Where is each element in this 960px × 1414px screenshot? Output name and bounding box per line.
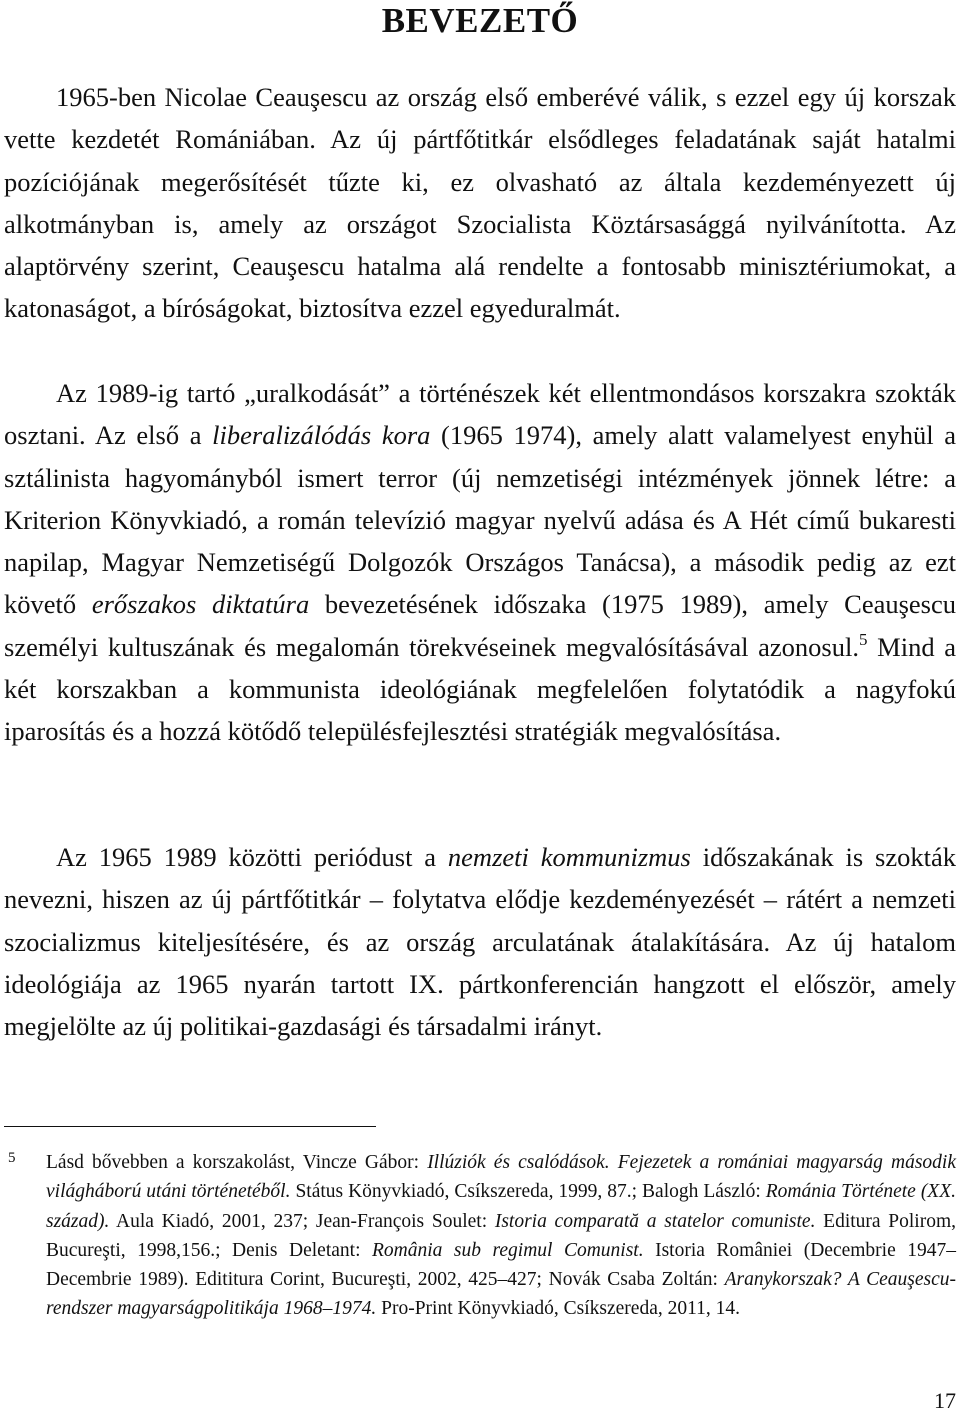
paragraph-1-text: 1965-ben Nicolae Ceauşescu az ország első emberévé válik, s ezzel egy új korszak vette kezdetét Romániában. Az új pártfőtitkár elsődleges feladatának saját hatalmi pozíciójának megerősítését tűzte ki, ez olvasható az általa kezdeményezett új alkotmányban is, amely az országot Szocialista Köztársasággá nyilvánította. Az alaptörvény szerint, Ceauşescu hatalma alá rendelte a fontosabb minisztériumokat, a katonaságot, a bíróságokat, biztosítva ezzel egyeduralmát. <box>4 82 956 324</box>
footnote-title-1: Illúziók és csalódások. Fejezetek a romániai magyarság második világháború utáni történetéből. <box>46 1152 956 1203</box>
page-number: 17 <box>934 1388 956 1413</box>
paragraph-2-text-d: Mind a két korszakban a kommunista ideológiának megfelelően folytatódik a nagyfokú iparosítás és a hozzá kötődő településfejlesztési stratégiák megvalósítása. <box>4 631 956 747</box>
paragraph-2-text-b: (1965 1974), amely alatt valamelyest enyhül a sztálinista hagyományból ismert terror (új nemzetiségi intézmények jönnek létre: a Kriterion Könyvkiadó, a román televízió magyar nyelvű adása és A Hét című bukaresti napilap, Magyar Nemzetiségű Dolgozók Országos Tanácsa), a második pedig az ezt követő <box>4 420 956 620</box>
footnote-text-a: Lásd bővebben a korszakolást, Vincze Gábor: <box>46 1152 428 1173</box>
footnote-reference[interactable]: 5 <box>858 629 868 649</box>
footnote-mark: 5 <box>8 1150 16 1166</box>
paragraph-2-emphasis-liberalization: liberalizálódás kora <box>212 420 431 451</box>
paragraph-3-text-a: Az 1965 1989 közötti periódust a <box>56 842 448 872</box>
footnote-separator <box>4 1126 376 1127</box>
footnote-title-4: România sub regimul Comunist. <box>372 1239 644 1261</box>
footnote-text-c: Aula Kiadó, 2001, 237; Jean-François Soulet: <box>109 1210 495 1232</box>
paragraph-3-emphasis-national-communism: nemzeti kommunizmus <box>447 842 691 872</box>
footnote-title-2: Románia Története (XX. század). <box>46 1181 957 1232</box>
footnote-title-3: Istoria comparată a statelor comuniste. <box>494 1210 816 1232</box>
footnote <box>4 1148 956 1324</box>
paragraph-2 <box>4 372 956 753</box>
paragraph-3-text-b: időszakának is szokták nevezni, hiszen az új pártfőtitkár – folytatva elődje kezdeményezését – rátért a nemzeti szocializmus kiteljesítésére, és az ország arculatának átalakítására. Az új hatalom ideológiája az 1965 nyarán tartott IX. pártkonferencián hangzott el először, amely megjelölte az új politikai-gazdasági és társadalmi irányt. <box>4 842 956 1042</box>
footnote-text-d: Editura Polirom, Bucureşti, 1998,156.; Denis Deletant: <box>46 1210 956 1261</box>
footnote-title-5: Aranykorszak? A Ceauşescu-rendszer magyarságpolitikája 1968–1974. <box>46 1269 956 1320</box>
footnote-text-e: Istoria României (Decembrie 1947–Decembrie 1989). Edititura Corint, Bucureşti, 2002, 425–427; Novák Csaba Zoltán: <box>46 1239 956 1291</box>
paragraph-2-text-c: bevezetésének időszaka (1975 1989), amely Ceauşescu személyi kultuszának és megalomán törekvéseinek megvalósításával azonosul. <box>4 589 957 662</box>
footnote-text-b: Státus Könyvkiadó, Csíkszereda, 1999, 87.; Balogh László: <box>290 1181 766 1203</box>
paragraph-2-emphasis-dictatorship: erőszakos diktatúra <box>91 589 310 620</box>
paragraph-2-text-a: Az 1989-ig tartó „uralkodását” a történészek két ellentmondásos korszakra szokták osztani. Az első a <box>4 378 956 451</box>
paragraph-1 <box>4 76 956 330</box>
page-title: BEVEZETŐ <box>381 1 579 40</box>
footnote-text-f: Pro-Print Könyvkiadó, Csíkszereda, 2011, 14. <box>376 1298 741 1320</box>
paragraph-3 <box>4 836 956 1047</box>
